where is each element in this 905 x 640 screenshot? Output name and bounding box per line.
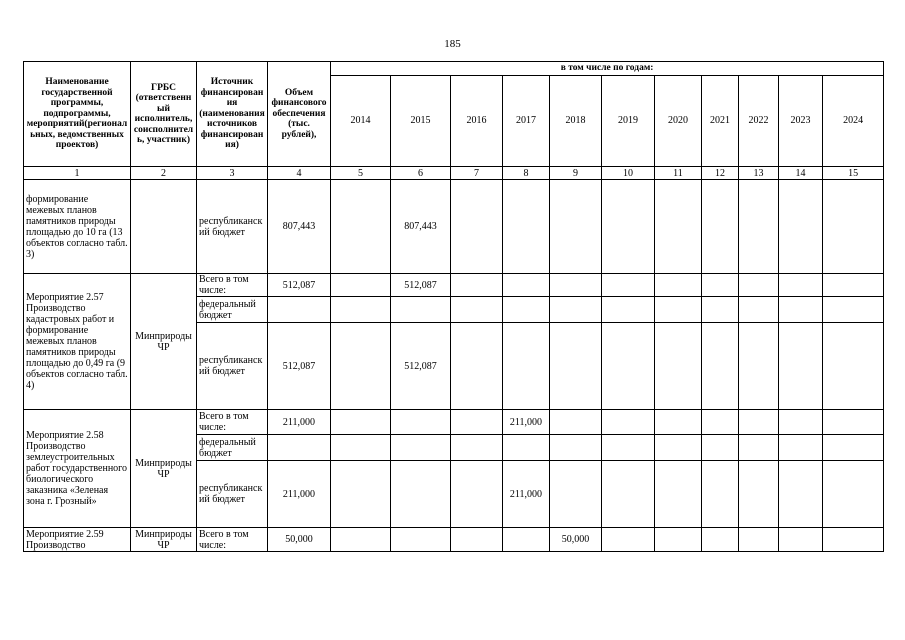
year-cell bbox=[602, 410, 655, 435]
grbs-cell: Минприроды ЧР bbox=[131, 528, 197, 552]
year-cell bbox=[550, 461, 602, 528]
column-number: 4 bbox=[268, 167, 331, 180]
year-cell bbox=[451, 323, 503, 410]
year-cell bbox=[331, 435, 391, 461]
column-number: 12 bbox=[702, 167, 739, 180]
year-cell bbox=[823, 180, 884, 274]
year-cell bbox=[451, 528, 503, 552]
year-cell bbox=[331, 461, 391, 528]
header-year: 2021 bbox=[702, 76, 739, 167]
header-year: 2015 bbox=[391, 76, 451, 167]
header-source: Источник финансирования (наименования источников финансирования) bbox=[197, 62, 268, 167]
table-row bbox=[24, 528, 884, 552]
year-cell bbox=[655, 297, 702, 323]
year-amount: 50,000 bbox=[550, 528, 602, 552]
year-cell bbox=[655, 274, 702, 297]
year-cell bbox=[779, 461, 823, 528]
year-cell bbox=[331, 274, 391, 297]
column-number: 3 bbox=[197, 167, 268, 180]
column-number: 11 bbox=[655, 167, 702, 180]
total-amount: 512,087 bbox=[268, 323, 331, 410]
grbs-cell: Минприроды ЧР bbox=[131, 274, 197, 410]
year-cell bbox=[331, 297, 391, 323]
year-cell bbox=[503, 435, 550, 461]
year-cell bbox=[391, 435, 451, 461]
total-amount: 211,000 bbox=[268, 461, 331, 528]
column-number: 15 bbox=[823, 167, 884, 180]
table-row bbox=[24, 180, 884, 274]
year-cell bbox=[550, 435, 602, 461]
funding-source: федеральный бюджет bbox=[197, 435, 268, 461]
activity-name: Мероприятие 2.57 Производство кадастровых работ и формирование межевых планов памятников природы площадью до 0,49 га (9 объектов согласно табл. 4) bbox=[24, 274, 131, 410]
year-cell bbox=[602, 461, 655, 528]
year-cell bbox=[779, 297, 823, 323]
year-cell bbox=[823, 528, 884, 552]
year-cell bbox=[702, 461, 739, 528]
year-cell bbox=[779, 410, 823, 435]
header-grbs: ГРБС (ответственный исполнитель, соисполнитель, участник) bbox=[131, 62, 197, 167]
year-cell bbox=[823, 461, 884, 528]
year-cell bbox=[602, 323, 655, 410]
year-cell bbox=[391, 461, 451, 528]
year-amount: 512,087 bbox=[391, 323, 451, 410]
year-cell bbox=[391, 297, 451, 323]
year-cell bbox=[823, 410, 884, 435]
year-cell bbox=[391, 410, 451, 435]
year-cell bbox=[331, 528, 391, 552]
year-cell bbox=[391, 528, 451, 552]
year-cell bbox=[739, 180, 779, 274]
column-number-row bbox=[24, 167, 884, 180]
year-cell bbox=[655, 435, 702, 461]
year-cell bbox=[779, 528, 823, 552]
year-cell bbox=[451, 461, 503, 528]
year-cell bbox=[331, 410, 391, 435]
total-amount: 211,000 bbox=[268, 410, 331, 435]
total-amount: 50,000 bbox=[268, 528, 331, 552]
funding-source: Всего в том числе: bbox=[197, 410, 268, 435]
financing-table bbox=[23, 61, 884, 552]
year-cell bbox=[739, 461, 779, 528]
year-cell bbox=[503, 274, 550, 297]
year-cell bbox=[550, 297, 602, 323]
column-number: 6 bbox=[391, 167, 451, 180]
year-cell bbox=[739, 410, 779, 435]
funding-source: Всего в том числе: bbox=[197, 274, 268, 297]
year-cell bbox=[739, 297, 779, 323]
column-number: 10 bbox=[602, 167, 655, 180]
year-cell bbox=[503, 323, 550, 410]
grbs-cell bbox=[131, 180, 197, 274]
year-cell bbox=[779, 274, 823, 297]
year-cell bbox=[451, 274, 503, 297]
funding-source: республиканский бюджет bbox=[197, 461, 268, 528]
table-row bbox=[24, 274, 884, 297]
year-cell bbox=[739, 528, 779, 552]
year-cell bbox=[550, 323, 602, 410]
header-name: Наименование государственной программы, подпрограммы, мероприятий(региональных, ведомственных проектов) bbox=[24, 62, 131, 167]
year-cell bbox=[779, 435, 823, 461]
header-year: 2014 bbox=[331, 76, 391, 167]
total-amount: 512,087 bbox=[268, 274, 331, 297]
total-amount: 807,443 bbox=[268, 180, 331, 274]
year-cell bbox=[503, 180, 550, 274]
year-cell bbox=[451, 435, 503, 461]
funding-source: республиканский бюджет bbox=[197, 323, 268, 410]
funding-source: Всего в том числе: bbox=[197, 528, 268, 552]
year-cell bbox=[739, 323, 779, 410]
year-cell bbox=[602, 528, 655, 552]
year-amount: 211,000 bbox=[503, 461, 550, 528]
year-cell bbox=[602, 180, 655, 274]
year-cell bbox=[823, 297, 884, 323]
header-year: 2019 bbox=[602, 76, 655, 167]
total-amount bbox=[268, 435, 331, 461]
year-cell bbox=[739, 435, 779, 461]
header-by-years: в том числе по годам: bbox=[331, 62, 884, 76]
column-number: 5 bbox=[331, 167, 391, 180]
year-amount: 211,000 bbox=[503, 410, 550, 435]
year-cell bbox=[702, 274, 739, 297]
year-cell bbox=[823, 435, 884, 461]
year-cell bbox=[702, 410, 739, 435]
year-cell bbox=[702, 528, 739, 552]
header-year: 2023 bbox=[779, 76, 823, 167]
year-cell bbox=[823, 274, 884, 297]
year-cell bbox=[702, 435, 739, 461]
header-year: 2020 bbox=[655, 76, 702, 167]
header-year: 2022 bbox=[739, 76, 779, 167]
year-cell bbox=[503, 528, 550, 552]
column-number: 1 bbox=[24, 167, 131, 180]
column-number: 2 bbox=[131, 167, 197, 180]
year-cell bbox=[779, 323, 823, 410]
table-row bbox=[24, 410, 884, 435]
year-cell bbox=[550, 274, 602, 297]
activity-name: Мероприятие 2.59 Производство bbox=[24, 528, 131, 552]
year-cell bbox=[779, 180, 823, 274]
year-cell bbox=[655, 180, 702, 274]
year-cell bbox=[451, 297, 503, 323]
year-cell bbox=[331, 180, 391, 274]
header-year: 2016 bbox=[451, 76, 503, 167]
funding-source: федеральный бюджет bbox=[197, 297, 268, 323]
year-cell bbox=[550, 180, 602, 274]
year-cell bbox=[702, 180, 739, 274]
year-cell bbox=[602, 297, 655, 323]
grbs-cell: Минприроды ЧР bbox=[131, 410, 197, 528]
year-cell bbox=[823, 323, 884, 410]
column-number: 8 bbox=[503, 167, 550, 180]
year-cell bbox=[451, 410, 503, 435]
year-amount: 512,087 bbox=[391, 274, 451, 297]
year-cell bbox=[331, 323, 391, 410]
column-number: 13 bbox=[739, 167, 779, 180]
year-cell bbox=[702, 297, 739, 323]
year-cell bbox=[655, 410, 702, 435]
column-number: 14 bbox=[779, 167, 823, 180]
column-number: 7 bbox=[451, 167, 503, 180]
header-year: 2017 bbox=[503, 76, 550, 167]
year-amount: 807,443 bbox=[391, 180, 451, 274]
year-cell bbox=[739, 274, 779, 297]
year-cell bbox=[503, 297, 550, 323]
total-amount bbox=[268, 297, 331, 323]
activity-name: формирование межевых планов памятников природы площадью до 10 га (13 объектов согласно табл. 3) bbox=[24, 180, 131, 274]
activity-name: Мероприятие 2.58 Производство землеустроительных работ государственного биологического заказника «Зеленая зона г. Грозный» bbox=[24, 410, 131, 528]
header-year: 2024 bbox=[823, 76, 884, 167]
year-cell bbox=[655, 461, 702, 528]
year-cell bbox=[655, 528, 702, 552]
header-year: 2018 bbox=[550, 76, 602, 167]
year-cell bbox=[602, 435, 655, 461]
page-number: 185 bbox=[444, 38, 461, 50]
header-volume: Объем финансового обеспечения (тыс. рублей), bbox=[268, 62, 331, 167]
column-number: 9 bbox=[550, 167, 602, 180]
year-cell bbox=[702, 323, 739, 410]
year-cell bbox=[550, 410, 602, 435]
year-cell bbox=[655, 323, 702, 410]
funding-source: республиканский бюджет bbox=[197, 180, 268, 274]
year-cell bbox=[602, 274, 655, 297]
year-cell bbox=[451, 180, 503, 274]
